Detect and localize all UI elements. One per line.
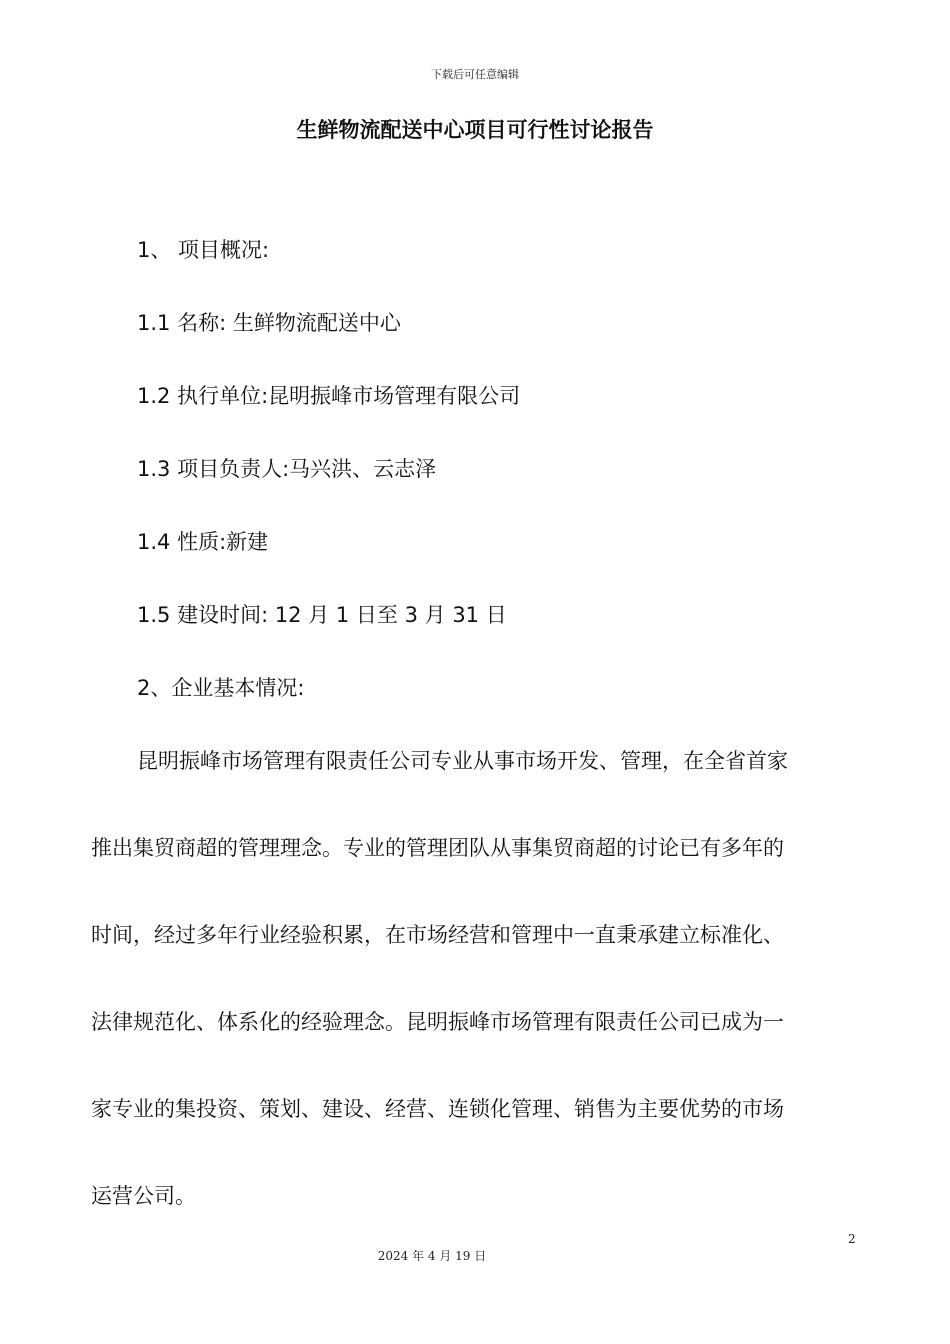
construction-time-line: 1.5 建设时间: 12 月 1 日至 3 月 31 日 <box>137 603 507 627</box>
section-1-heading: 1、 项目概况: <box>137 238 270 262</box>
executing-unit-line: 1.2 执行单位:昆明振峰市场管理有限公司 <box>137 384 521 408</box>
project-name-line: 1.1 名称: 生鲜物流配送中心 <box>137 311 401 335</box>
paragraph-line: 运营公司。 <box>91 1184 196 1208</box>
header-note: 下载后可任意编辑 <box>431 68 519 81</box>
project-leader-line: 1.3 项目负责人:马兴洪、云志泽 <box>137 457 437 481</box>
document-title: 生鲜物流配送中心项目可行性讨论报告 <box>296 118 654 142</box>
paragraph-line: 时间，经过多年行业经验积累，在市场经营和管理中一直秉承建立标准化、 <box>91 923 784 947</box>
page-number: 2 <box>848 1232 856 1246</box>
footer-date: 2024 年 4 月 19 日 <box>377 1249 487 1263</box>
paragraph-line: 昆明振峰市场管理有限责任公司专业从事市场开发、管理，在全省首家 <box>137 749 788 773</box>
paragraph-line: 推出集贸商超的管理理念。专业的管理团队从事集贸商超的讨论已有多年的 <box>91 836 784 860</box>
section-2-heading: 2、企业基本情况: <box>137 676 305 700</box>
paragraph-line: 家专业的集投资、策划、建设、经营、连锁化管理、销售为主要优势的市场 <box>91 1097 784 1121</box>
paragraph-line: 法律规范化、体系化的经验理念。昆明振峰市场管理有限责任公司已成为一 <box>91 1010 784 1034</box>
project-nature-line: 1.4 性质:新建 <box>137 530 269 554</box>
